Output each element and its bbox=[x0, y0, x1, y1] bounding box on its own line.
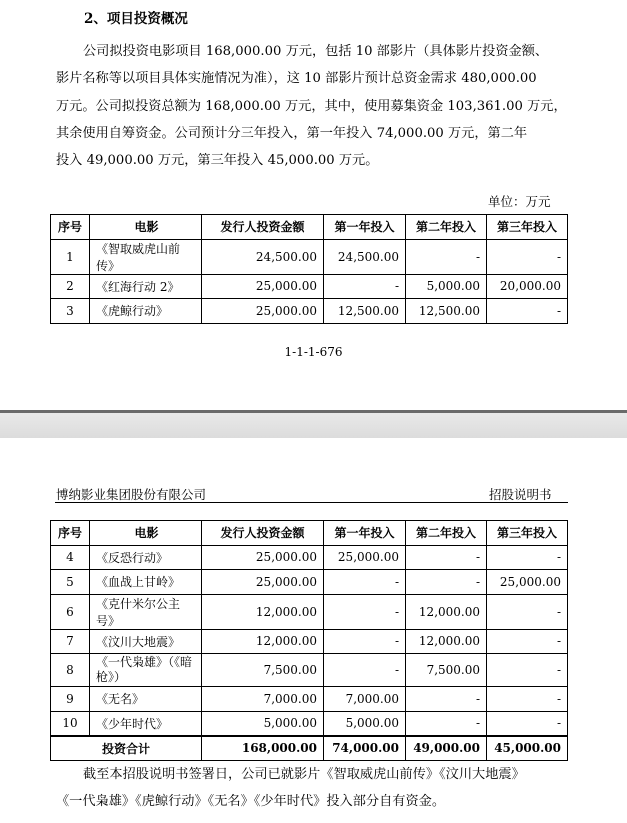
film-title: 《少年时代》 bbox=[90, 711, 202, 736]
table-row bbox=[51, 629, 568, 654]
investment-table-page1 bbox=[50, 214, 568, 324]
header-cell: 电影 bbox=[90, 215, 202, 240]
year1-investment: 7,000.00 bbox=[324, 687, 406, 712]
intro-line: 公司拟投资电影项目 168,000.00 万元，包括 10 部影片（具体影片投资金额、 bbox=[83, 44, 549, 59]
year2-investment: - bbox=[406, 687, 487, 712]
row-index: 10 bbox=[51, 711, 90, 736]
page-top bbox=[0, 0, 627, 410]
issuer-investment: 12,000.00 bbox=[202, 594, 324, 629]
year1-investment: 5,000.00 bbox=[324, 711, 406, 736]
table-row bbox=[51, 594, 568, 629]
year2-investment: - bbox=[406, 570, 487, 595]
table-row bbox=[51, 711, 568, 736]
issuer-investment: 7,500.00 bbox=[202, 654, 324, 687]
issuer-investment: 25,000.00 bbox=[202, 545, 324, 570]
year2-investment: 7,500.00 bbox=[406, 654, 487, 687]
year3-investment: - bbox=[487, 654, 568, 687]
header-cell: 第一年投入 bbox=[324, 215, 406, 240]
intro-line: 其余使用自筹资金。公司预计分三年投入，第一年投入 74,000.00 万元，第二年 bbox=[56, 125, 528, 141]
issuer-investment: 12,000.00 bbox=[202, 629, 324, 654]
total-year3: 45,000.00 bbox=[487, 736, 568, 761]
year1-investment: 25,000.00 bbox=[324, 545, 406, 570]
issuer-investment: 25,000.00 bbox=[202, 299, 324, 324]
row-index: 8 bbox=[51, 654, 90, 687]
row-index: 9 bbox=[51, 687, 90, 712]
header-cell: 第二年投入 bbox=[406, 521, 487, 546]
page-number: 1-1-1-676 bbox=[284, 345, 343, 359]
year2-investment: 12,500.00 bbox=[406, 299, 487, 324]
year1-investment: - bbox=[324, 629, 406, 654]
year1-investment: - bbox=[324, 274, 406, 299]
intro-line: 投入 49,000.00 万元，第三年投入 45,000.00 万元。 bbox=[56, 153, 379, 169]
total-issuer-investment: 168,000.00 bbox=[202, 736, 324, 761]
film-title: 《反恐行动》 bbox=[90, 545, 202, 570]
year3-investment: - bbox=[487, 299, 568, 324]
header-cell: 发行人投资金额 bbox=[202, 521, 324, 546]
page-separator bbox=[0, 410, 627, 438]
section-title: 2、项目投资概况 bbox=[84, 11, 188, 27]
header-cell: 序号 bbox=[51, 521, 90, 546]
year3-investment: - bbox=[487, 629, 568, 654]
running-header-company: 博纳影业集团股份有限公司 bbox=[56, 487, 207, 502]
issuer-investment: 24,500.00 bbox=[202, 239, 324, 274]
intro-line: 万元。公司拟投资总额为 168,000.00 万元，其中，使用募集资金 103,361.00 万元， bbox=[56, 98, 567, 114]
table-header-row bbox=[51, 521, 568, 546]
table-row bbox=[51, 570, 568, 595]
header-cell: 电影 bbox=[90, 521, 202, 546]
year1-investment: 24,500.00 bbox=[324, 239, 406, 274]
row-index: 7 bbox=[51, 629, 90, 654]
header-rule bbox=[55, 502, 568, 503]
film-title: 《一代枭雄》（《暗枪》） bbox=[90, 654, 202, 687]
row-index: 6 bbox=[51, 594, 90, 629]
year2-investment: - bbox=[406, 239, 487, 274]
year1-investment: - bbox=[324, 594, 406, 629]
total-row bbox=[51, 736, 568, 761]
year3-investment: 25,000.00 bbox=[487, 570, 568, 595]
row-index: 3 bbox=[51, 299, 90, 324]
table-row bbox=[51, 687, 568, 712]
closing-line: 截至本招股说明书签署日，公司已就影片《智取威虎山前传》《汶川大地震》 bbox=[83, 767, 525, 782]
closing-line: 《一代枭雄》《虎鲸行动》《无名》《少年时代》投入部分自有资金。 bbox=[56, 794, 446, 809]
issuer-investment: 7,000.00 bbox=[202, 687, 324, 712]
year3-investment: - bbox=[487, 594, 568, 629]
year1-investment: 12,500.00 bbox=[324, 299, 406, 324]
year2-investment: - bbox=[406, 545, 487, 570]
closing-paragraph bbox=[56, 761, 576, 815]
film-title: 《克什米尔公主号》 bbox=[90, 594, 202, 629]
issuer-investment: 25,000.00 bbox=[202, 570, 324, 595]
film-title: 《血战上甘岭》 bbox=[90, 570, 202, 595]
total-label: 投资合计 bbox=[51, 736, 202, 761]
film-title: 《虎鲸行动》 bbox=[90, 299, 202, 324]
year3-investment: - bbox=[487, 687, 568, 712]
year1-investment: - bbox=[324, 570, 406, 595]
row-index: 4 bbox=[51, 545, 90, 570]
table-header-row bbox=[51, 215, 568, 240]
intro-paragraph bbox=[56, 38, 576, 174]
year3-investment: - bbox=[487, 239, 568, 274]
intro-line: 影片名称等以项目具体实施情况为准），这 10 部影片预计总资金需求 480,000.00 bbox=[56, 71, 537, 87]
row-index: 5 bbox=[51, 570, 90, 595]
year2-investment: - bbox=[406, 711, 487, 736]
header-cell: 序号 bbox=[51, 215, 90, 240]
header-cell: 第一年投入 bbox=[324, 521, 406, 546]
table-row bbox=[51, 239, 568, 274]
header-cell: 第二年投入 bbox=[406, 215, 487, 240]
row-index: 2 bbox=[51, 274, 90, 299]
unit-label: 单位：万元 bbox=[488, 194, 551, 209]
total-year1: 74,000.00 bbox=[324, 736, 406, 761]
film-title: 《无名》 bbox=[90, 687, 202, 712]
year3-investment: - bbox=[487, 711, 568, 736]
table-row bbox=[51, 299, 568, 324]
year3-investment: - bbox=[487, 545, 568, 570]
film-title: 《智取威虎山前传》 bbox=[90, 239, 202, 274]
year3-investment: 20,000.00 bbox=[487, 274, 568, 299]
header-cell: 发行人投资金额 bbox=[202, 215, 324, 240]
table-row bbox=[51, 545, 568, 570]
investment-table-page2 bbox=[50, 520, 568, 761]
running-header-doc: 招股说明书 bbox=[489, 487, 552, 502]
film-title: 《红海行动 2》 bbox=[90, 274, 202, 299]
film-title: 《汶川大地震》 bbox=[90, 629, 202, 654]
table-row bbox=[51, 274, 568, 299]
row-index: 1 bbox=[51, 239, 90, 274]
table-row bbox=[51, 654, 568, 687]
issuer-investment: 5,000.00 bbox=[202, 711, 324, 736]
issuer-investment: 25,000.00 bbox=[202, 274, 324, 299]
year2-investment: 5,000.00 bbox=[406, 274, 487, 299]
total-year2: 49,000.00 bbox=[406, 736, 487, 761]
year2-investment: 12,000.00 bbox=[406, 629, 487, 654]
year1-investment: - bbox=[324, 654, 406, 687]
header-cell: 第三年投入 bbox=[487, 521, 568, 546]
header-cell: 第三年投入 bbox=[487, 215, 568, 240]
year2-investment: 12,000.00 bbox=[406, 594, 487, 629]
